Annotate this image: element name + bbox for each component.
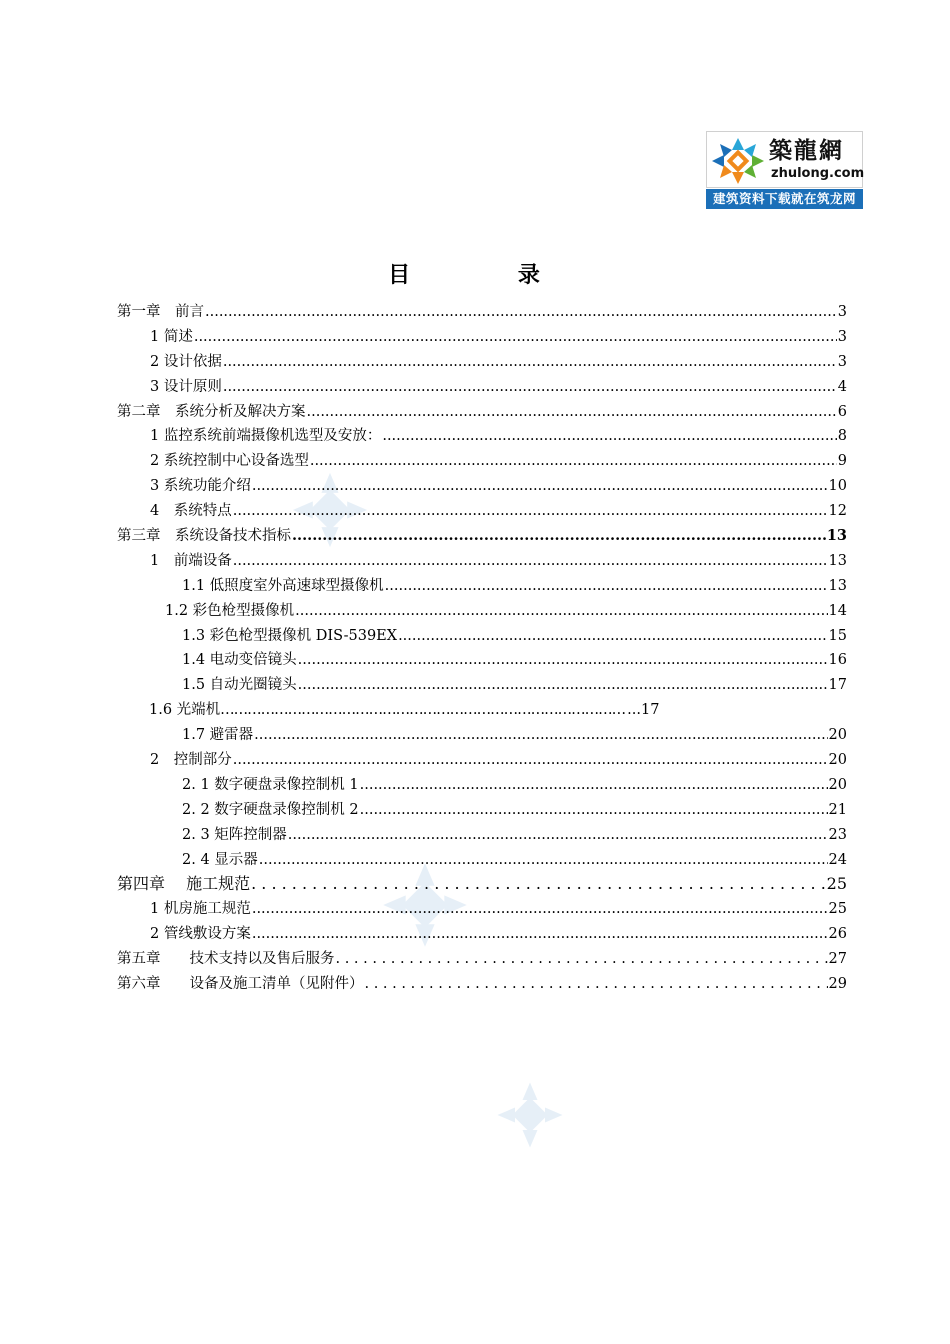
toc-entry-label: 1 监控系统前端摄像机选型及安放： [150,428,382,445]
toc-entry[interactable] [117,748,847,773]
toc-entry-label: 第六章 设备及施工清单（见附件） [117,976,364,993]
leader-dots [295,599,827,624]
toc-entry[interactable] [117,350,847,375]
leader-dots [252,897,828,922]
leader-dots [194,325,837,350]
toc-entry-label: 第二章 系统分析及解决方案 [117,403,306,420]
leader-dots [252,474,828,499]
logo-snowflake-icon [710,136,766,186]
toc-entry[interactable] [117,897,847,922]
toc-entry-label: 1 机房施工规范 [150,901,251,918]
table-of-contents [117,300,847,997]
leader-dots [233,499,828,524]
toc-entry[interactable] [117,972,847,997]
leader-dots [205,300,837,325]
toc-entry-label: 2 控制部分 [150,752,232,769]
toc-entry-page: 21 [828,801,847,818]
leader-dots [398,624,827,649]
toc-entry[interactable] [117,524,847,549]
leader-dots [360,798,828,823]
toc-entry-page: 10 [828,478,847,495]
toc-entry-label: 2. 3 矩阵控制器 [182,826,287,843]
logo-name-cn: 築龍網 [769,137,844,164]
toc-entry[interactable] [117,499,847,524]
toc-entry-label: 1.4 电动变倍镜头 [182,652,297,669]
leader-dots: ……………………………………………………………………………… [220,702,626,719]
leader-dots [254,723,827,748]
toc-entry-label: 2 管线敷设方案 [150,926,251,943]
leader-dots [288,823,828,848]
leader-dots [336,947,828,972]
toc-entry[interactable] [117,723,847,748]
toc-entry-label: 2. 1 数字硬盘录像控制机 1 [182,776,359,793]
logo-slogan: 建筑资料下载就在筑龙网 [706,189,863,209]
toc-entry-label: 1.1 低照度室外高速球型摄像机 [182,577,384,594]
toc-entry-page: 13 [828,552,847,569]
toc-entry-page: 9 [837,453,847,470]
toc-entry[interactable] [117,798,847,823]
toc-entry-page: 29 [828,976,847,993]
toc-entry-page: 25 [828,901,847,918]
toc-entry-label: 3 设计原则 [150,378,222,395]
toc-entry[interactable] [117,375,847,400]
leader-dots [223,350,837,375]
toc-entry-page: 3 [837,328,847,345]
toc-entry[interactable] [117,823,847,848]
leader-dots [360,773,828,798]
toc-entry-label: 1.2 彩色枪型摄像机 [165,602,295,619]
leader-dots [251,872,826,897]
toc-entry-label: 第三章 系统设备技术指标 [117,528,291,545]
leader-dots [259,848,828,873]
toc-entry-label: 2. 2 数字硬盘录像控制机 2 [182,801,359,818]
leader-dots [365,972,828,997]
toc-entry-page: 20 [828,752,847,769]
toc-entry-label: 1.5 自动光圈镜头 [182,677,297,694]
leader-dots [233,549,828,574]
toc-entry-page: 13 [826,527,847,545]
toc-entry[interactable] [117,624,847,649]
toc-entry-label: 1 简述 [150,328,193,345]
toc-entry[interactable] [117,449,847,474]
toc-entry[interactable] [117,325,847,350]
toc-entry-label: 1.7 避雷器 [182,727,254,744]
toc-entry[interactable] [117,773,847,798]
toc-entry[interactable] [117,599,847,624]
toc-entry-label: 2 系统控制中心设备选型 [150,453,309,470]
toc-entry-label: 3 系统功能介绍 [150,478,251,495]
toc-entry-page: 20 [828,776,847,793]
toc-entry-label: 第四章 施工规范 [117,874,251,894]
toc-entry[interactable] [117,872,847,897]
toc-title: 目 录 [388,262,590,288]
toc-entry-page: 4 [837,378,847,395]
toc-entry-label: 第一章 前言 [117,304,204,320]
toc-entry[interactable] [117,673,847,698]
leader-dots [223,375,837,400]
toc-entry-page: 3 [837,353,847,370]
toc-entry-page: 20 [828,727,847,744]
leader-dots [382,424,836,449]
toc-entry[interactable] [117,648,847,673]
toc-entry-page: 24 [828,851,847,868]
toc-entry[interactable] [117,549,847,574]
toc-entry-page: 8 [837,428,847,445]
toc-entry-page: 16 [828,652,847,669]
leader-dots [307,400,837,425]
toc-entry-page: 17 [828,677,847,694]
toc-entry-label: 2. 4 显示器 [182,851,258,868]
leader-dots [310,449,837,474]
toc-entry-label: 第五章 技术支持以及售后服务 [117,951,335,968]
toc-entry-page: 14 [828,602,847,619]
leader-dots [233,748,828,773]
toc-entry-page: 26 [828,926,847,943]
toc-entry[interactable] [117,848,847,873]
watermark-snowflake-icon [495,1080,565,1150]
zhulong-logo [706,131,863,209]
toc-entry-page: 3 [837,304,847,320]
logo-domain: zhulong.com [771,166,865,181]
toc-entry-page: 6 [837,403,847,420]
toc-entry[interactable] [117,300,847,325]
toc-entry-page: 13 [828,577,847,594]
toc-entry[interactable] [117,400,847,425]
toc-entry[interactable] [117,474,847,499]
toc-entry[interactable] [117,424,847,449]
toc-entry[interactable] [117,698,847,723]
toc-entry-page: 12 [828,503,847,520]
toc-entry-label: 4 系统特点 [150,503,232,520]
leader-dots [385,574,828,599]
toc-entry-page: 23 [828,826,847,843]
toc-entry-label: 1 前端设备 [150,552,232,569]
toc-entry[interactable] [117,574,847,599]
toc-entry-label: 2 设计依据 [150,353,222,370]
leader-dots [252,922,828,947]
toc-entry-page: 15 [828,627,847,644]
toc-entry-label: 1.3 彩色枪型摄像机 DIS-539EX [182,627,398,644]
toc-entry-label: 1.6 光端机 [149,702,221,719]
toc-entry[interactable] [117,947,847,972]
leader-dots [298,648,828,673]
toc-entry-page: 27 [828,951,847,968]
toc-entry-page: 25 [826,874,847,894]
logo-panel [706,131,863,188]
leader-dots [298,673,828,698]
leader-dots [292,524,826,549]
toc-entry-page: ...17 [627,702,660,719]
toc-entry[interactable] [117,922,847,947]
